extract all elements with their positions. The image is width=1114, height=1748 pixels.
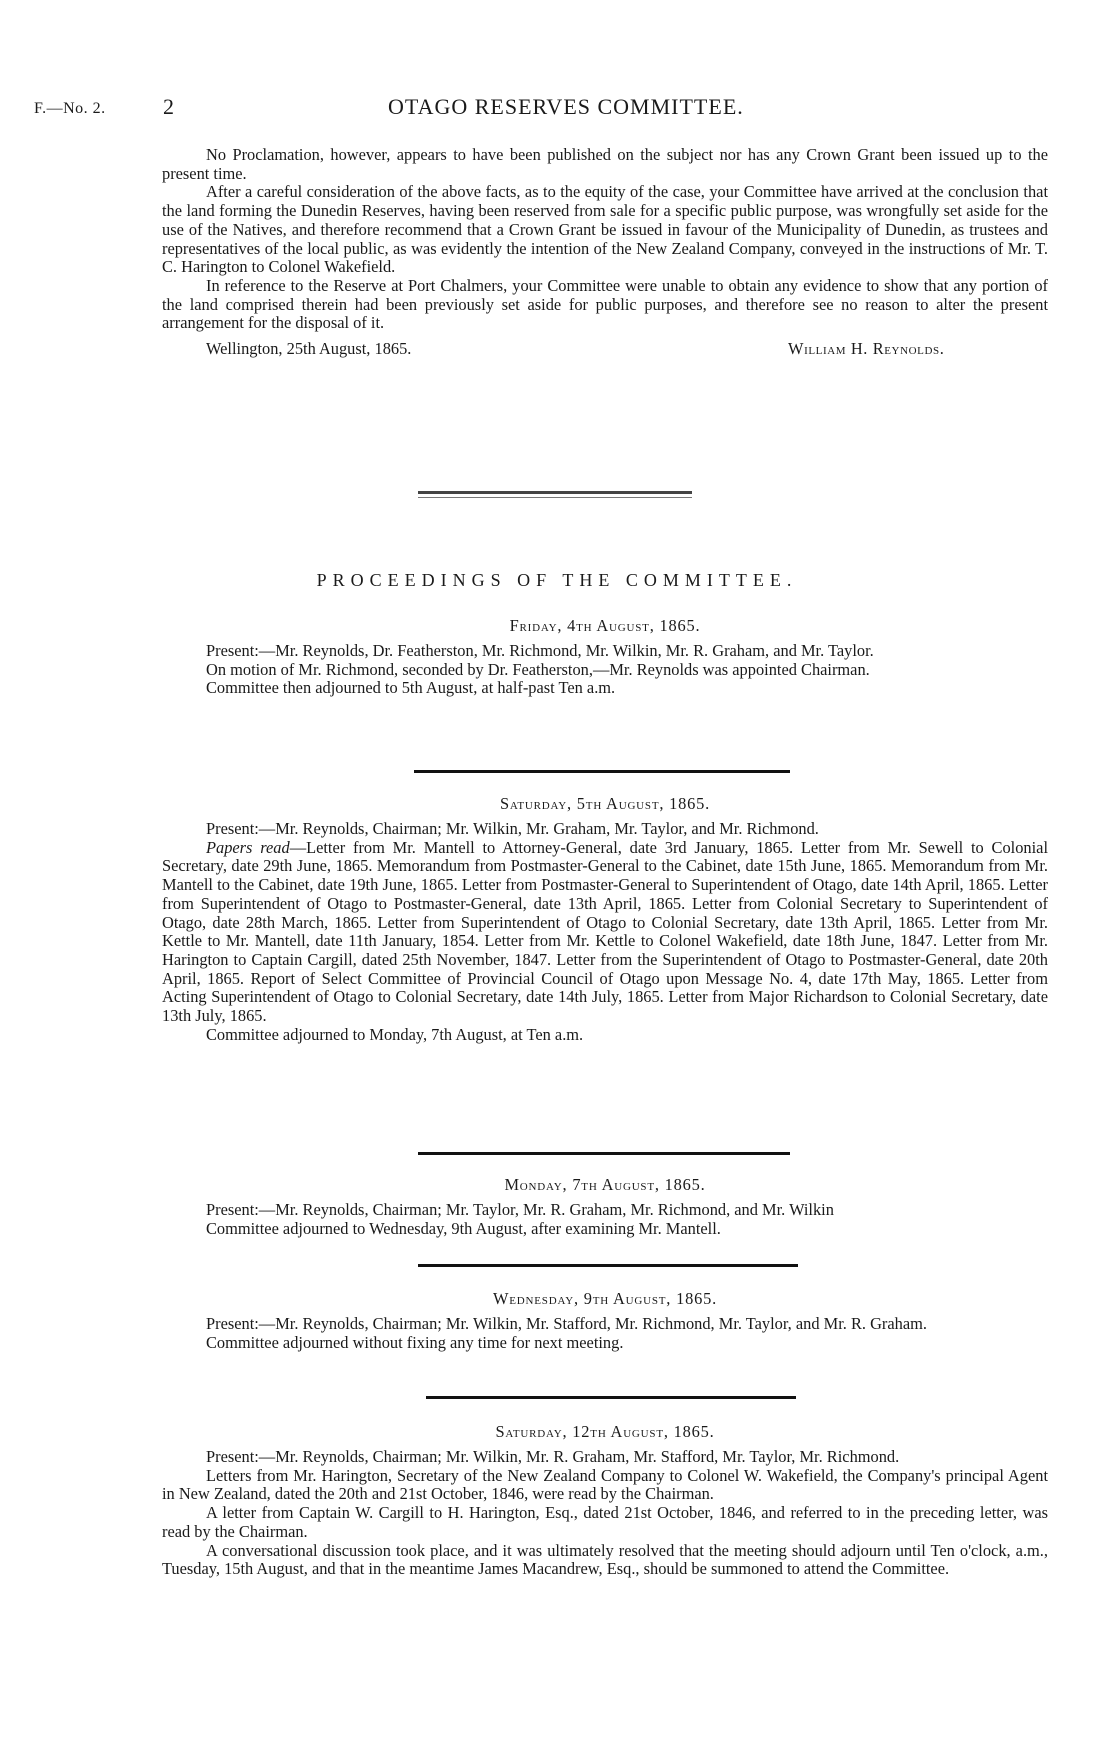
- meeting-separator: [426, 1396, 796, 1399]
- papers-read-text: —Letter from Mr. Mantell to Attorney-General, date 3rd January, 1865. Letter from Mr. Sewell to Colonial Secretary, date 29th June, 1865. Memorandum from Postmaster-General to the Cabinet, date 15th June, 1865. Memorandum from Mr. Mantell to the Cabinet, date 19th June, 1865. Letter from Postmaster-General to Superintendent of Otago, date 14th April, 1865. Letter from Superintendent of Otago to Postmaster-General, date 13th April, 1865. Letter from Colonial Secretary to Superintendent of Otago, date 28th March, 1865. Letter from Superintendent of Otago to Colonial Secretary, date 13th April, 1865. Letter from Mr. Kettle to Mr. Mantell, date 11th January, 1854. Letter from Mr. Kettle to Colonel Wakefield, date 18th June, 1847. Letter from Mr. Harington to Captain Cargill, dated 25th November, 1847. Letter from the Superintendent of Otago to Postmaster-General, date 20th April, 1865. Report of Select Committee of Provincial Council of Otago upon Message No. 4, date 17th May, 1865. Letter from Acting Superintendent of Otago to Colonial Secretary, date 14th July, 1865. Letter from Major Richardson to Colonial Secretary, date 13th July, 1865.: [162, 837, 1048, 1026]
- meeting-date: Friday, 4th August, 1865.: [509, 616, 701, 635]
- meeting-adjourned: Committee adjourned to Monday, 7th August, at Ten a.m.: [206, 1024, 584, 1044]
- meeting-saturday-5: [162, 794, 1048, 1044]
- meeting-letter-cargill: A letter from Captain W. Cargill to H. Harington, Esq., dated 21st October, 1846, and referred to in the preceding letter, was read by the Chairman.: [162, 1503, 1048, 1541]
- meeting-monday: [162, 1175, 1048, 1238]
- meeting-adjourned: Committee adjourned to Wednesday, 9th August, after examining Mr. Mantell.: [206, 1218, 721, 1238]
- meeting-separator: [418, 1264, 798, 1267]
- paper-code: F.—No. 2.: [34, 100, 106, 117]
- papers-read-label: Papers read: [206, 837, 290, 857]
- meeting-present: Present:—Mr. Reynolds, Chairman; Mr. Wilkin, Mr. R. Graham, Mr. Stafford, Mr. Taylor, Mr. Richmond.: [206, 1447, 900, 1466]
- meeting-separator: [418, 1152, 790, 1155]
- signature: William H. Reynolds.: [788, 339, 945, 359]
- report-paragraph: In reference to the Reserve at Port Chalmers, your Committee were unable to obtain any evidence to show that any portion of the land comprised therein had been previously set aside for public purposes, and therefore see no reason to alter the present arrangement for the disposal of it.: [162, 275, 1048, 333]
- meeting-friday: [162, 616, 1048, 698]
- meeting-wednesday: [162, 1289, 1048, 1352]
- meeting-present: Present:—Mr. Reynolds, Dr. Featherston, Mr. Richmond, Mr. Wilkin, Mr. R. Graham, and Mr. Taylor.: [206, 641, 874, 660]
- meeting-present: Present:—Mr. Reynolds, Chairman; Mr. Wilkin, Mr. Graham, Mr. Taylor, and Mr. Richmond.: [206, 819, 819, 838]
- report-section: [162, 146, 1048, 361]
- report-paragraph: No Proclamation, however, appears to have been published on the subject nor has any Crown Grant been issued up to the present time.: [162, 145, 1048, 183]
- meeting-present: Present:—Mr. Reynolds, Chairman; Mr. Taylor, Mr. R. Graham, Mr. Richmond, and Mr. Wilkin: [206, 1200, 834, 1219]
- section-divider-thin: [418, 497, 692, 498]
- meeting-resolution: A conversational discussion took place, and it was ultimately resolved that the meeting should adjourn until Ten o'clock, a.m., Tuesday, 15th August, and that in the meantime James Macandrew, Esq., should be summoned to attend the Committee.: [162, 1540, 1048, 1579]
- page-title: OTAGO RESERVES COMMITTEE.: [388, 94, 744, 119]
- meeting-date: Saturday, 12th August, 1865.: [495, 1422, 715, 1441]
- meeting-motion: On motion of Mr. Richmond, seconded by Dr. Featherston,—Mr. Reynolds was appointed Chairman.: [206, 659, 870, 679]
- papers-read: [162, 839, 1048, 1026]
- signature-line: [162, 339, 1048, 361]
- section-divider: [418, 491, 692, 494]
- meeting-separator: [414, 770, 790, 773]
- page-number: 2: [163, 94, 174, 119]
- meeting-saturday-12: [162, 1422, 1048, 1579]
- proceedings-heading: PROCEEDINGS OF THE COMMITTEE.: [316, 570, 798, 590]
- meeting-adjourned: Committee adjourned without fixing any time for next meeting.: [206, 1332, 624, 1352]
- place-date: Wellington, 25th August, 1865.: [206, 339, 412, 359]
- meeting-date: Wednesday, 9th August, 1865.: [493, 1289, 717, 1308]
- meeting-date: Saturday, 5th August, 1865.: [499, 794, 711, 813]
- meeting-date: Monday, 7th August, 1865.: [504, 1175, 706, 1194]
- meeting-present: Present:—Mr. Reynolds, Chairman; Mr. Wilkin, Mr. Stafford, Mr. Richmond, Mr. Taylor, and Mr. R. Graham.: [206, 1314, 927, 1333]
- meeting-letters: Letters from Mr. Harington, Secretary of the New Zealand Company to Colonel W. Wakefield, the Company's principal Agent in New Zealand, dated the 20th and 21st October, 1846, were read by the Chairman.: [162, 1465, 1048, 1504]
- report-paragraph: After a careful consideration of the above facts, as to the equity of the case, your Committee have arrived at the conclusion that the land forming the Dunedin Reserves, having been reserved from sale for a specific public purpose, was wrongfully set aside for the use of the Natives, and therefore recommend that a Crown Grant be issued in favour of the Municipality of Dunedin, as trustees and representatives of the local public, as was evidently the intention of the New Zealand Company, conveyed in the instructions of Mr. T. C. Harington to Colonel Wakefield.: [162, 182, 1048, 277]
- meeting-adjourned: Committee then adjourned to 5th August, at half-past Ten a.m.: [206, 678, 616, 698]
- page-header: [0, 94, 1114, 124]
